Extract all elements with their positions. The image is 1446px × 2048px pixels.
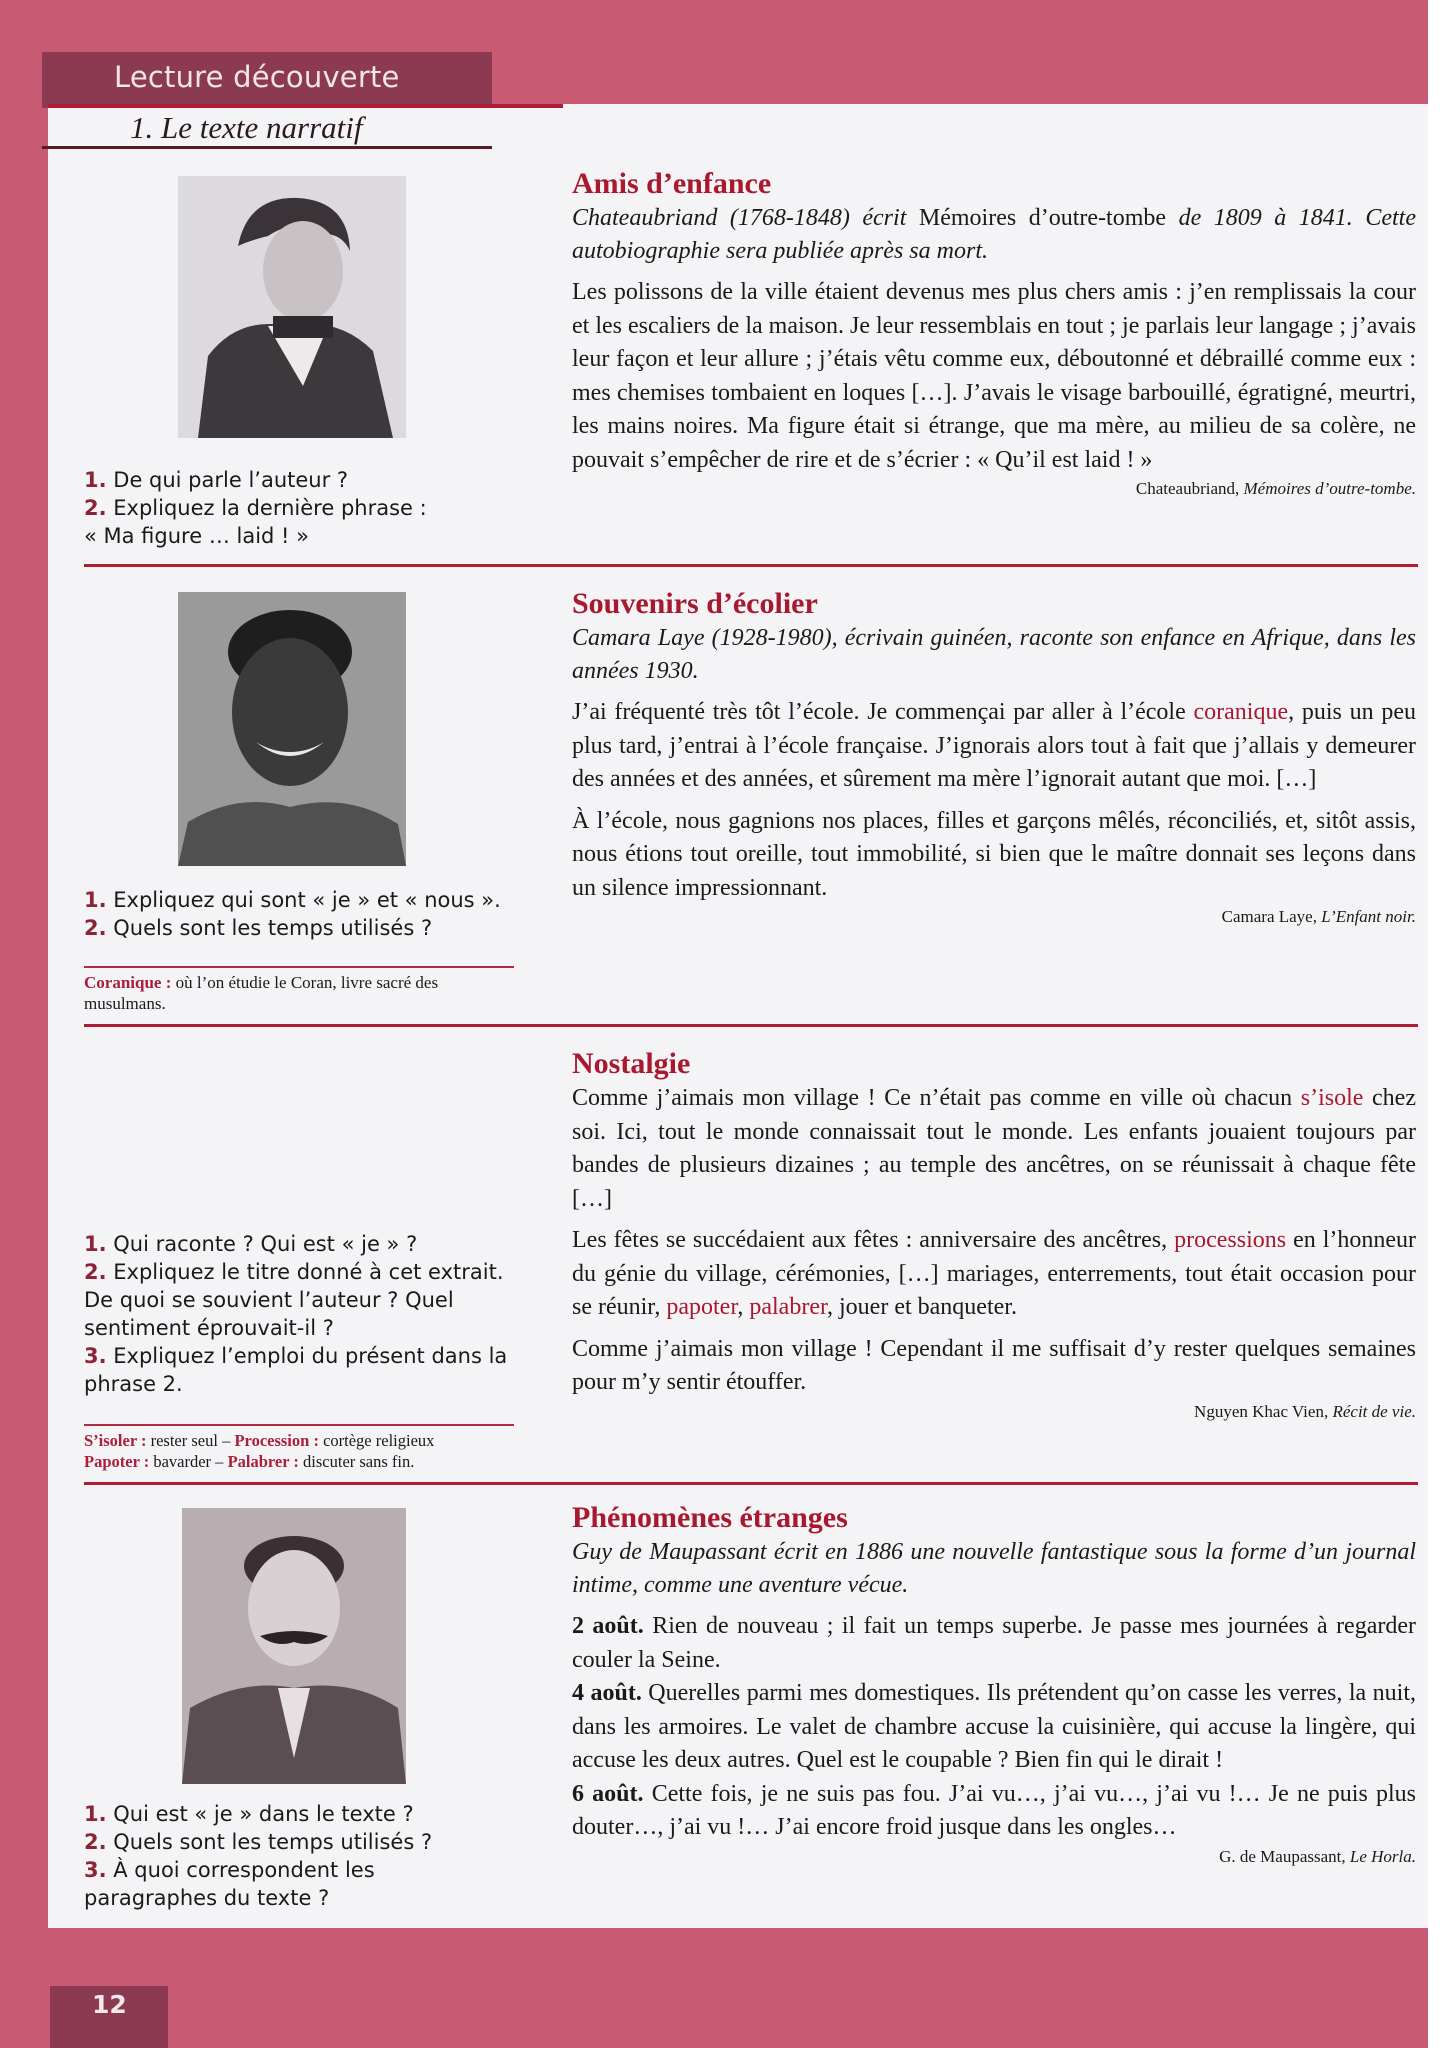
questions-amis-denfance <box>84 466 554 550</box>
question-item: 2. Expliquez la dernière phrase : <box>84 496 427 520</box>
question-item: 3. Expliquez l’emploi du présent dans la phrase 2. <box>84 1344 508 1396</box>
section-divider <box>84 1024 1418 1027</box>
glossary-nostalgie: S’isoler : rester seul – Procession : cortège religieux Papoter : bavarder – Palabrer : discuter sans fin. <box>84 1431 435 1471</box>
text-intro: Guy de Maupassant écrit en 1886 une nouvelle fantastique sous la forme d’un journal intime, comme une aventure vécue. <box>572 1539 1416 1598</box>
glossary-souvenirs: Coranique : où l’on étudie le Coran, livre sacré des musulmans. <box>84 973 439 1013</box>
questions-nostalgie <box>84 1230 524 1398</box>
glossary-word: coranique <box>1193 699 1289 725</box>
photo-portrait-icon <box>178 592 406 866</box>
portrait-chateaubriand <box>178 176 406 438</box>
question-item: 2. Quels sont les temps utilisés ? <box>84 916 433 940</box>
glossary-rule <box>84 966 514 968</box>
text-title: Nostalgie <box>572 1047 691 1080</box>
portrait-maupassant <box>182 1508 406 1784</box>
glossary-word: processions <box>1174 1227 1287 1253</box>
subtitle-underline <box>42 146 492 149</box>
section-divider <box>84 1482 1418 1485</box>
text-title: Phénomènes étranges <box>572 1501 848 1534</box>
text-source: G. de Maupassant, Le Horla. <box>1219 1846 1416 1866</box>
journal-entry: 4 août. Querelles parmi mes domestiques. Ils prétendent qu’on casse les verres, la nuit, dans les armoires. Le valet de chambre accuse la cuisinière, qui accuse la lingère, qui accuse les deux autres. Quel est le coupable ? Bien fin qui le dirait ! <box>572 1680 1416 1773</box>
glossary-word: papoter <box>666 1294 738 1320</box>
text-souvenirs-decolier <box>572 586 1416 927</box>
question-item: 1. De qui parle l’auteur ? <box>84 468 349 492</box>
glossary-word: s’isole <box>1300 1085 1364 1111</box>
text-paragraph: À l’école, nous gagnions nos places, filles et garçons mêlés, réconciliés, et, sitôt assis, nous étions tout oreille, tout immobilité, si bien que le maître donnait ses leçons dans un silence impressionnant. <box>572 807 1416 901</box>
chapter-subtitle: 1. Le texte narratif <box>130 110 363 145</box>
text-intro: Camara Laye (1928-1980), écrivain guinéen, raconte son enfance en Afrique, dans les années 1930. <box>572 625 1416 684</box>
text-source: Camara Laye, L’Enfant noir. <box>1221 907 1416 926</box>
section-title: Lecture découverte <box>114 60 400 94</box>
question-item: 2. Expliquez le titre donné à cet extrait. De quoi se souvient l’auteur ? Quel sentiment éprouvait-il ? <box>84 1260 504 1340</box>
questions-souvenirs <box>84 886 554 942</box>
journal-entry: 2 août. Rien de nouveau ; il fait un temps superbe. Je passe mes journées à regarder couler la Seine. <box>572 1613 1417 1673</box>
section-divider <box>84 564 1418 567</box>
engraving-portrait-icon <box>178 176 406 438</box>
question-item: « Ma figure … laid ! » <box>84 524 309 548</box>
text-title: Amis d’enfance <box>572 167 772 200</box>
questions-phenomenes <box>84 1800 554 1912</box>
question-item: 3. À quoi correspondent les paragraphes du texte ? <box>84 1858 375 1910</box>
text-paragraph: Les polissons de la ville étaient devenus mes plus chers amis : j’en remplissais la cour et les escaliers de la maison. Je leur ressemblais en tout ; je parlais leur langage ; j’avais leur façon et leur allure ; j’étais vêtu comme eux, déboutonné et débraillé comme eux : mes chemises tombaient en loques […]. J’avais le visage barbouillé, égratigné, meurtri, les mains noires. Ma figure était si étrange, que ma mère, au milieu de sa colère, ne pouvait s’empêcher de rire et de s’écrier : « Qu’il est laid ! » <box>572 279 1416 473</box>
glossary-rule <box>84 1424 514 1426</box>
text-amis-denfance <box>572 166 1416 499</box>
text-paragraph: Comme j’aimais mon village ! Ce n’était pas comme en ville où chacun s’isole chez soi. Ici, tout le monde connaissait tout le monde. Les enfants jouaient toujours par bandes de plusieurs dizaines ; au temple des ancêtres, on se réunissait à chaque fête […] <box>572 1085 1416 1212</box>
text-paragraph: J’ai fréquenté très tôt l’école. Je commençai par aller à l’école coranique, puis un peu plus tard, j’entrai à l’école française. J’ignorais alors tout à fait que j’allais y demeurer des années et des années, et sûrement ma mère l’ignorait autant que moi. […] <box>572 699 1416 792</box>
text-source: Nguyen Khac Vien, Récit de vie. <box>1194 1401 1416 1421</box>
glossary-word: palabrer <box>749 1294 828 1320</box>
question-item: 1. Qui est « je » dans le texte ? <box>84 1802 414 1826</box>
journal-entry: 6 août. Cette fois, je ne suis pas fou. J’ai vu…, j’ai vu…, j’ai vu !… Je ne puis plus douter…, j’ai vu !… J’ai encore froid jusque dans les ongles… <box>572 1780 1417 1840</box>
text-nostalgie <box>572 1046 1416 1422</box>
text-paragraph: Les fêtes se succédaient aux fêtes : anniversaire des ancêtres, processions en l’honneur du génie du village, cérémonies, […] mariages, enterrements, tout était occasion pour se réunir, papoter, palabrer, jouer et banqueter. <box>572 1227 1416 1320</box>
page-number: 12 <box>92 1990 127 2019</box>
text-title: Souvenirs d’écolier <box>572 587 818 620</box>
text-source: Chateaubriand, Mémoires d’outre-tombe. <box>1135 479 1416 498</box>
text-paragraph: Comme j’aimais mon village ! Cependant il me suffisait d’y rester quelques semaines pour m’y sentir étouffer. <box>572 1335 1416 1395</box>
question-item: 1. Qui raconte ? Qui est « je » ? <box>84 1232 418 1256</box>
text-phenomenes-etranges <box>572 1500 1416 1867</box>
portrait-camara-laye <box>178 592 406 866</box>
header-red-rule <box>48 104 563 108</box>
question-item: 2. Quels sont les temps utilisés ? <box>84 1830 433 1854</box>
question-item: 1. Expliquez qui sont « je » et « nous ». <box>84 888 501 912</box>
photo-portrait-icon <box>182 1508 406 1784</box>
text-intro: Chateaubriand (1768-1848) écrit Mémoires d’outre-tombe de 1809 à 1841. Cette autobiographie sera publiée après sa mort. <box>572 205 1416 264</box>
